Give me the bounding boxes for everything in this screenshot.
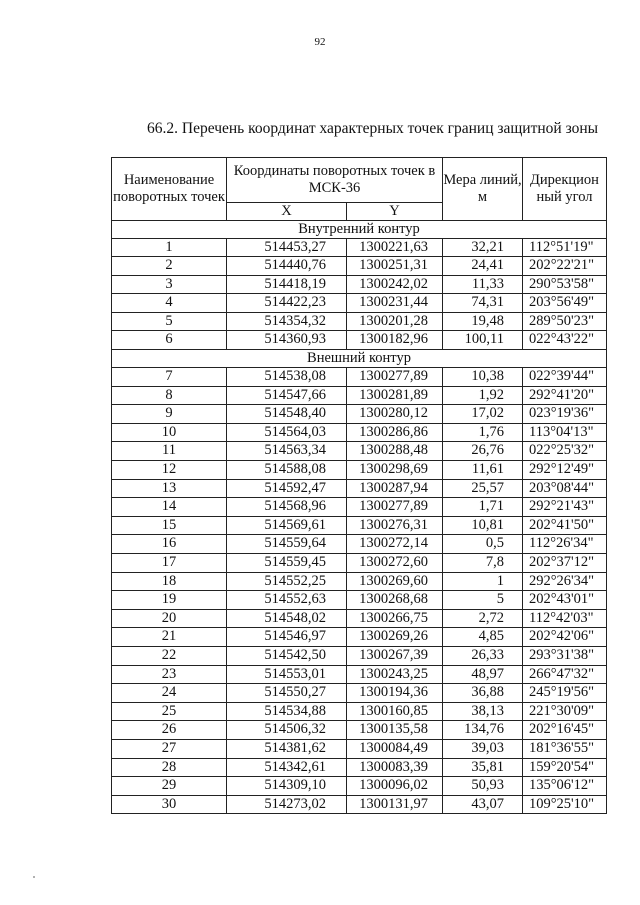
line-length: 36,88 [443,684,523,703]
direction-angle: 292°41'20" [523,386,607,405]
x-coordinate: 514569,61 [227,516,347,535]
table-row [112,554,607,573]
point-number: 19 [112,591,227,610]
x-coordinate: 514548,40 [227,405,347,424]
point-number: 10 [112,423,227,442]
direction-angle: 202°41'50" [523,516,607,535]
section-title: Внутренний контур [112,220,607,238]
x-coordinate: 514418,19 [227,275,347,294]
line-length: 26,33 [443,646,523,665]
y-coordinate: 1300288,48 [347,442,443,461]
direction-angle: 292°26'34" [523,572,607,591]
y-coordinate: 1300272,60 [347,554,443,573]
direction-angle: 112°51'19" [523,238,607,257]
point-number: 2 [112,257,227,276]
table-row [112,312,607,331]
x-coordinate: 514592,47 [227,479,347,498]
point-number: 3 [112,275,227,294]
direction-angle: 159°20'54" [523,758,607,777]
y-coordinate: 1300266,75 [347,609,443,628]
x-coordinate: 514559,45 [227,554,347,573]
x-coordinate: 514453,27 [227,238,347,257]
x-coordinate: 514538,08 [227,368,347,387]
point-number: 5 [112,312,227,331]
x-coordinate: 514568,96 [227,498,347,517]
line-length: 1,71 [443,498,523,517]
header-y: Y [347,203,443,221]
point-number: 15 [112,516,227,535]
direction-angle: 221°30'09" [523,702,607,721]
point-number: 9 [112,405,227,424]
direction-angle: 181°36'55" [523,739,607,758]
point-number: 20 [112,609,227,628]
line-length: 1,92 [443,386,523,405]
section-title: Внешний контур [112,350,607,368]
x-coordinate: 514309,10 [227,777,347,796]
table-row [112,516,607,535]
table-row [112,257,607,276]
y-coordinate: 1300268,68 [347,591,443,610]
x-coordinate: 514506,32 [227,721,347,740]
direction-angle: 202°43'01" [523,591,607,610]
page-number: 92 [314,36,326,48]
table-row [112,777,607,796]
direction-angle: 203°56'49" [523,294,607,313]
table-row [112,275,607,294]
x-coordinate: 514559,64 [227,535,347,554]
y-coordinate: 1300287,94 [347,479,443,498]
direction-angle: 109°25'10" [523,795,607,814]
direction-angle: 292°21'43" [523,498,607,517]
y-coordinate: 1300272,14 [347,535,443,554]
point-number: 11 [112,442,227,461]
line-length: 17,02 [443,405,523,424]
direction-angle: 135°06'12" [523,777,607,796]
table-row [112,646,607,665]
x-coordinate: 514440,76 [227,257,347,276]
y-coordinate: 1300277,89 [347,498,443,517]
table-row [112,665,607,684]
x-coordinate: 514552,25 [227,572,347,591]
y-coordinate: 1300243,25 [347,665,443,684]
direction-angle: 202°37'12" [523,554,607,573]
point-number: 8 [112,386,227,405]
table-row [112,572,607,591]
point-number: 27 [112,739,227,758]
point-number: 13 [112,479,227,498]
direction-angle: 113°04'13" [523,423,607,442]
line-length: 10,38 [443,368,523,387]
x-coordinate: 514563,34 [227,442,347,461]
direction-angle: 293°31'38" [523,646,607,665]
y-coordinate: 1300194,36 [347,684,443,703]
point-number: 24 [112,684,227,703]
table-row [112,498,607,517]
table-row [112,758,607,777]
line-length: 38,13 [443,702,523,721]
section-row [112,350,607,368]
x-coordinate: 514550,27 [227,684,347,703]
table-row [112,795,607,814]
table-row [112,461,607,480]
point-number: 7 [112,368,227,387]
line-length: 0,5 [443,535,523,554]
direction-angle: 023°19'36" [523,405,607,424]
y-coordinate: 1300286,86 [347,423,443,442]
table-row [112,479,607,498]
direction-angle: 292°12'49" [523,461,607,480]
section-heading: 66.2. Перечень координат характерных точек границ защитной зоны [147,120,599,137]
y-coordinate: 1300298,69 [347,461,443,480]
point-number: 16 [112,535,227,554]
point-number: 23 [112,665,227,684]
point-number: 28 [112,758,227,777]
line-length: 11,33 [443,275,523,294]
point-number: 18 [112,572,227,591]
direction-angle: 245°19'56" [523,684,607,703]
x-coordinate: 514553,01 [227,665,347,684]
table-row [112,628,607,647]
y-coordinate: 1300276,31 [347,516,443,535]
table-row [112,684,607,703]
x-coordinate: 514548,02 [227,609,347,628]
x-coordinate: 514360,93 [227,331,347,350]
line-length: 4,85 [443,628,523,647]
line-length: 39,03 [443,739,523,758]
point-number: 30 [112,795,227,814]
y-coordinate: 1300083,39 [347,758,443,777]
direction-angle: 203°08'44" [523,479,607,498]
table-row [112,702,607,721]
point-number: 21 [112,628,227,647]
table-row [112,386,607,405]
coordinates-table [111,157,607,814]
point-number: 25 [112,702,227,721]
y-coordinate: 1300269,26 [347,628,443,647]
y-coordinate: 1300280,12 [347,405,443,424]
header-point-name: Наименование поворотных точек [112,158,227,221]
line-length: 10,81 [443,516,523,535]
x-coordinate: 514552,63 [227,591,347,610]
table-row [112,721,607,740]
point-number: 17 [112,554,227,573]
y-coordinate: 1300096,02 [347,777,443,796]
point-number: 26 [112,721,227,740]
direction-angle: 022°25'32" [523,442,607,461]
y-coordinate: 1300160,85 [347,702,443,721]
direction-angle: 112°26'34" [523,535,607,554]
line-length: 5 [443,591,523,610]
direction-angle: 022°43'22" [523,331,607,350]
point-number: 1 [112,238,227,257]
y-coordinate: 1300131,97 [347,795,443,814]
line-length: 7,8 [443,554,523,573]
table-row [112,442,607,461]
line-length: 43,07 [443,795,523,814]
point-number: 14 [112,498,227,517]
direction-angle: 266°47'32" [523,665,607,684]
table-row [112,739,607,758]
direction-angle: 112°42'03" [523,609,607,628]
table-row [112,368,607,387]
y-coordinate: 1300281,89 [347,386,443,405]
line-length: 2,72 [443,609,523,628]
point-number: 6 [112,331,227,350]
line-length: 24,41 [443,257,523,276]
direction-angle: 202°16'45" [523,721,607,740]
y-coordinate: 1300267,39 [347,646,443,665]
x-coordinate: 514564,03 [227,423,347,442]
x-coordinate: 514547,66 [227,386,347,405]
line-length: 19,48 [443,312,523,331]
table-row [112,294,607,313]
scan-speck [33,876,35,878]
y-coordinate: 1300269,60 [347,572,443,591]
x-coordinate: 514546,97 [227,628,347,647]
line-length: 26,76 [443,442,523,461]
table-row [112,423,607,442]
x-coordinate: 514273,02 [227,795,347,814]
x-coordinate: 514534,88 [227,702,347,721]
direction-angle: 202°22'21" [523,257,607,276]
table-row [112,535,607,554]
y-coordinate: 1300221,63 [347,238,443,257]
line-length: 32,21 [443,238,523,257]
header-length: Мера линий, м [443,158,523,221]
line-length: 50,93 [443,777,523,796]
table-row [112,591,607,610]
y-coordinate: 1300182,96 [347,331,443,350]
x-coordinate: 514542,50 [227,646,347,665]
point-number: 29 [112,777,227,796]
direction-angle: 289°50'23" [523,312,607,331]
y-coordinate: 1300084,49 [347,739,443,758]
table-row [112,238,607,257]
point-number: 12 [112,461,227,480]
line-length: 1,76 [443,423,523,442]
line-length: 134,76 [443,721,523,740]
line-length: 74,31 [443,294,523,313]
line-length: 100,11 [443,331,523,350]
y-coordinate: 1300242,02 [347,275,443,294]
line-length: 25,57 [443,479,523,498]
x-coordinate: 514381,62 [227,739,347,758]
x-coordinate: 514588,08 [227,461,347,480]
line-length: 35,81 [443,758,523,777]
header-x: X [227,203,347,221]
table-row [112,331,607,350]
table-row [112,405,607,424]
line-length: 48,97 [443,665,523,684]
direction-angle: 290°53'58" [523,275,607,294]
section-row [112,220,607,238]
x-coordinate: 514354,32 [227,312,347,331]
point-number: 4 [112,294,227,313]
x-coordinate: 514422,23 [227,294,347,313]
y-coordinate: 1300231,44 [347,294,443,313]
y-coordinate: 1300251,31 [347,257,443,276]
table-row [112,609,607,628]
direction-angle: 202°42'06" [523,628,607,647]
y-coordinate: 1300277,89 [347,368,443,387]
point-number: 22 [112,646,227,665]
line-length: 11,61 [443,461,523,480]
header-coordinates: Координаты поворотных точек в МСК-36 [227,158,443,203]
x-coordinate: 514342,61 [227,758,347,777]
line-length: 1 [443,572,523,591]
y-coordinate: 1300135,58 [347,721,443,740]
direction-angle: 022°39'44" [523,368,607,387]
header-angle: Дирекцион ный угол [523,158,607,221]
y-coordinate: 1300201,28 [347,312,443,331]
